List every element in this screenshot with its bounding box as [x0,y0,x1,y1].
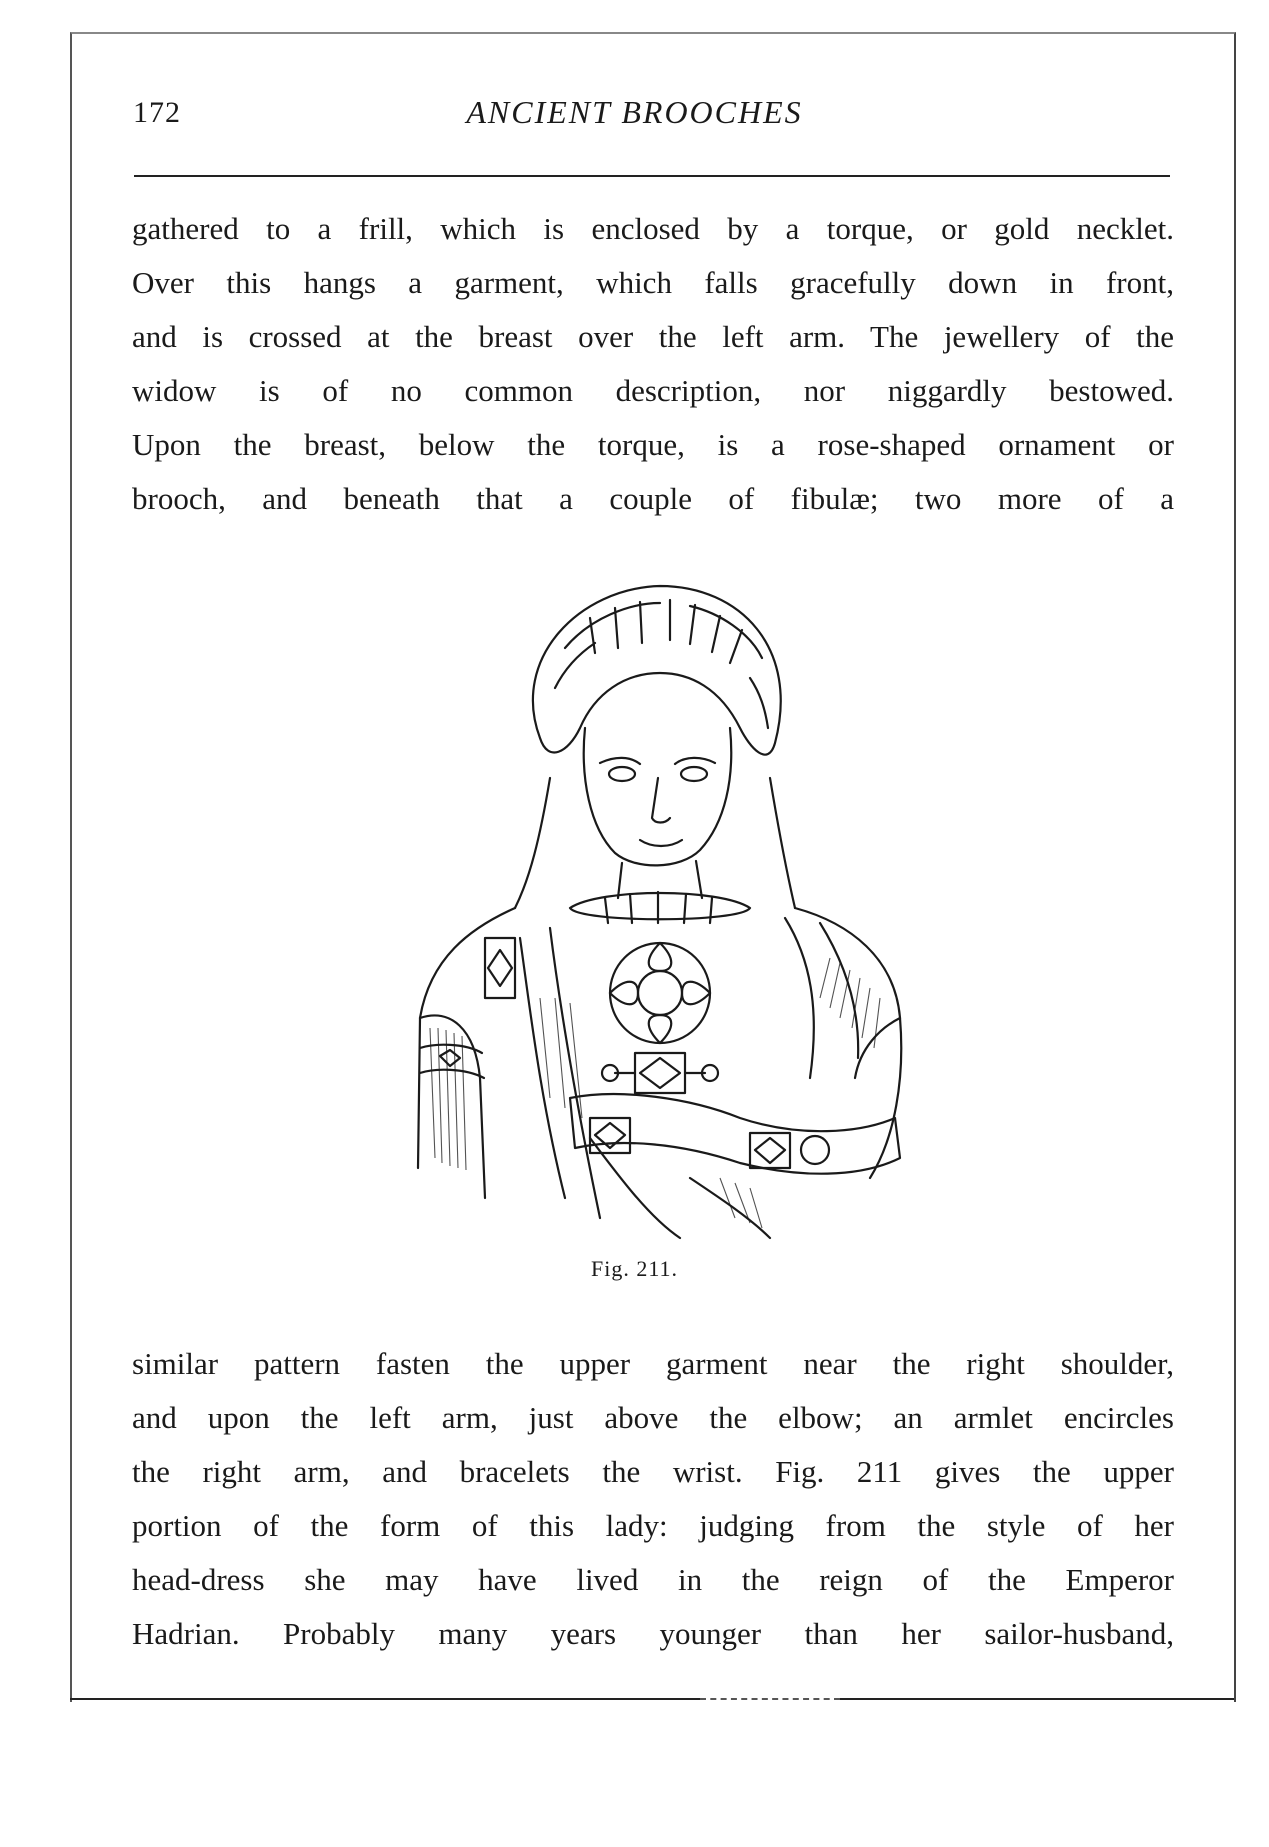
bottom-edge-dash [700,1698,840,1700]
text-line: portion of the form of this lady: judging from the style of her [132,1508,1174,1543]
shoulder-fibula [485,938,515,998]
fibula-brooches [602,1053,718,1093]
text-line: the right arm, and bracelets the wrist. Fig. 211 gives the upper [132,1454,1174,1489]
text-line: widow is of no common description, nor niggardly bestowed. [132,373,1174,408]
torque [570,893,750,919]
text-line: similar pattern fasten the upper garment near the right shoulder, [132,1346,1174,1381]
text-line: and is crossed at the breast over the left arm. The jewellery of the [132,319,1174,354]
sash [570,1094,900,1174]
text-line: brooch, and beneath that a couple of fibulæ; two more of a [132,481,1174,516]
armlet [420,1045,484,1078]
text-line: gathered to a frill, which is enclosed by a torque, or gold necklet. [132,211,1174,246]
text-line: Over this hangs a garment, which falls gracefully down in front, [132,265,1174,300]
text-line: and upon the left arm, just above the elbow; an armlet encircles [132,1400,1174,1435]
header-rule [134,175,1170,177]
figure-illustration-bust [390,578,930,1248]
figure-caption: Fig. 211. [590,1256,679,1281]
text-line: head-dress she may have lived in the reign of the Emperor [132,1562,1174,1597]
body-text-bottom [132,1337,1174,1661]
body-text-top [132,202,1174,526]
page-bottom-edge [70,1698,1234,1700]
running-title: ANCIENT BROOCHES [466,94,803,130]
headdress [533,586,781,755]
page-number: 172 [133,96,181,129]
text-line: Hadrian. Probably many years younger than her sailor-husband, [132,1616,1174,1651]
text-line: Upon the breast, below the torque, is a rose-shaped ornament or [132,427,1174,462]
rose-brooch [610,943,710,1043]
